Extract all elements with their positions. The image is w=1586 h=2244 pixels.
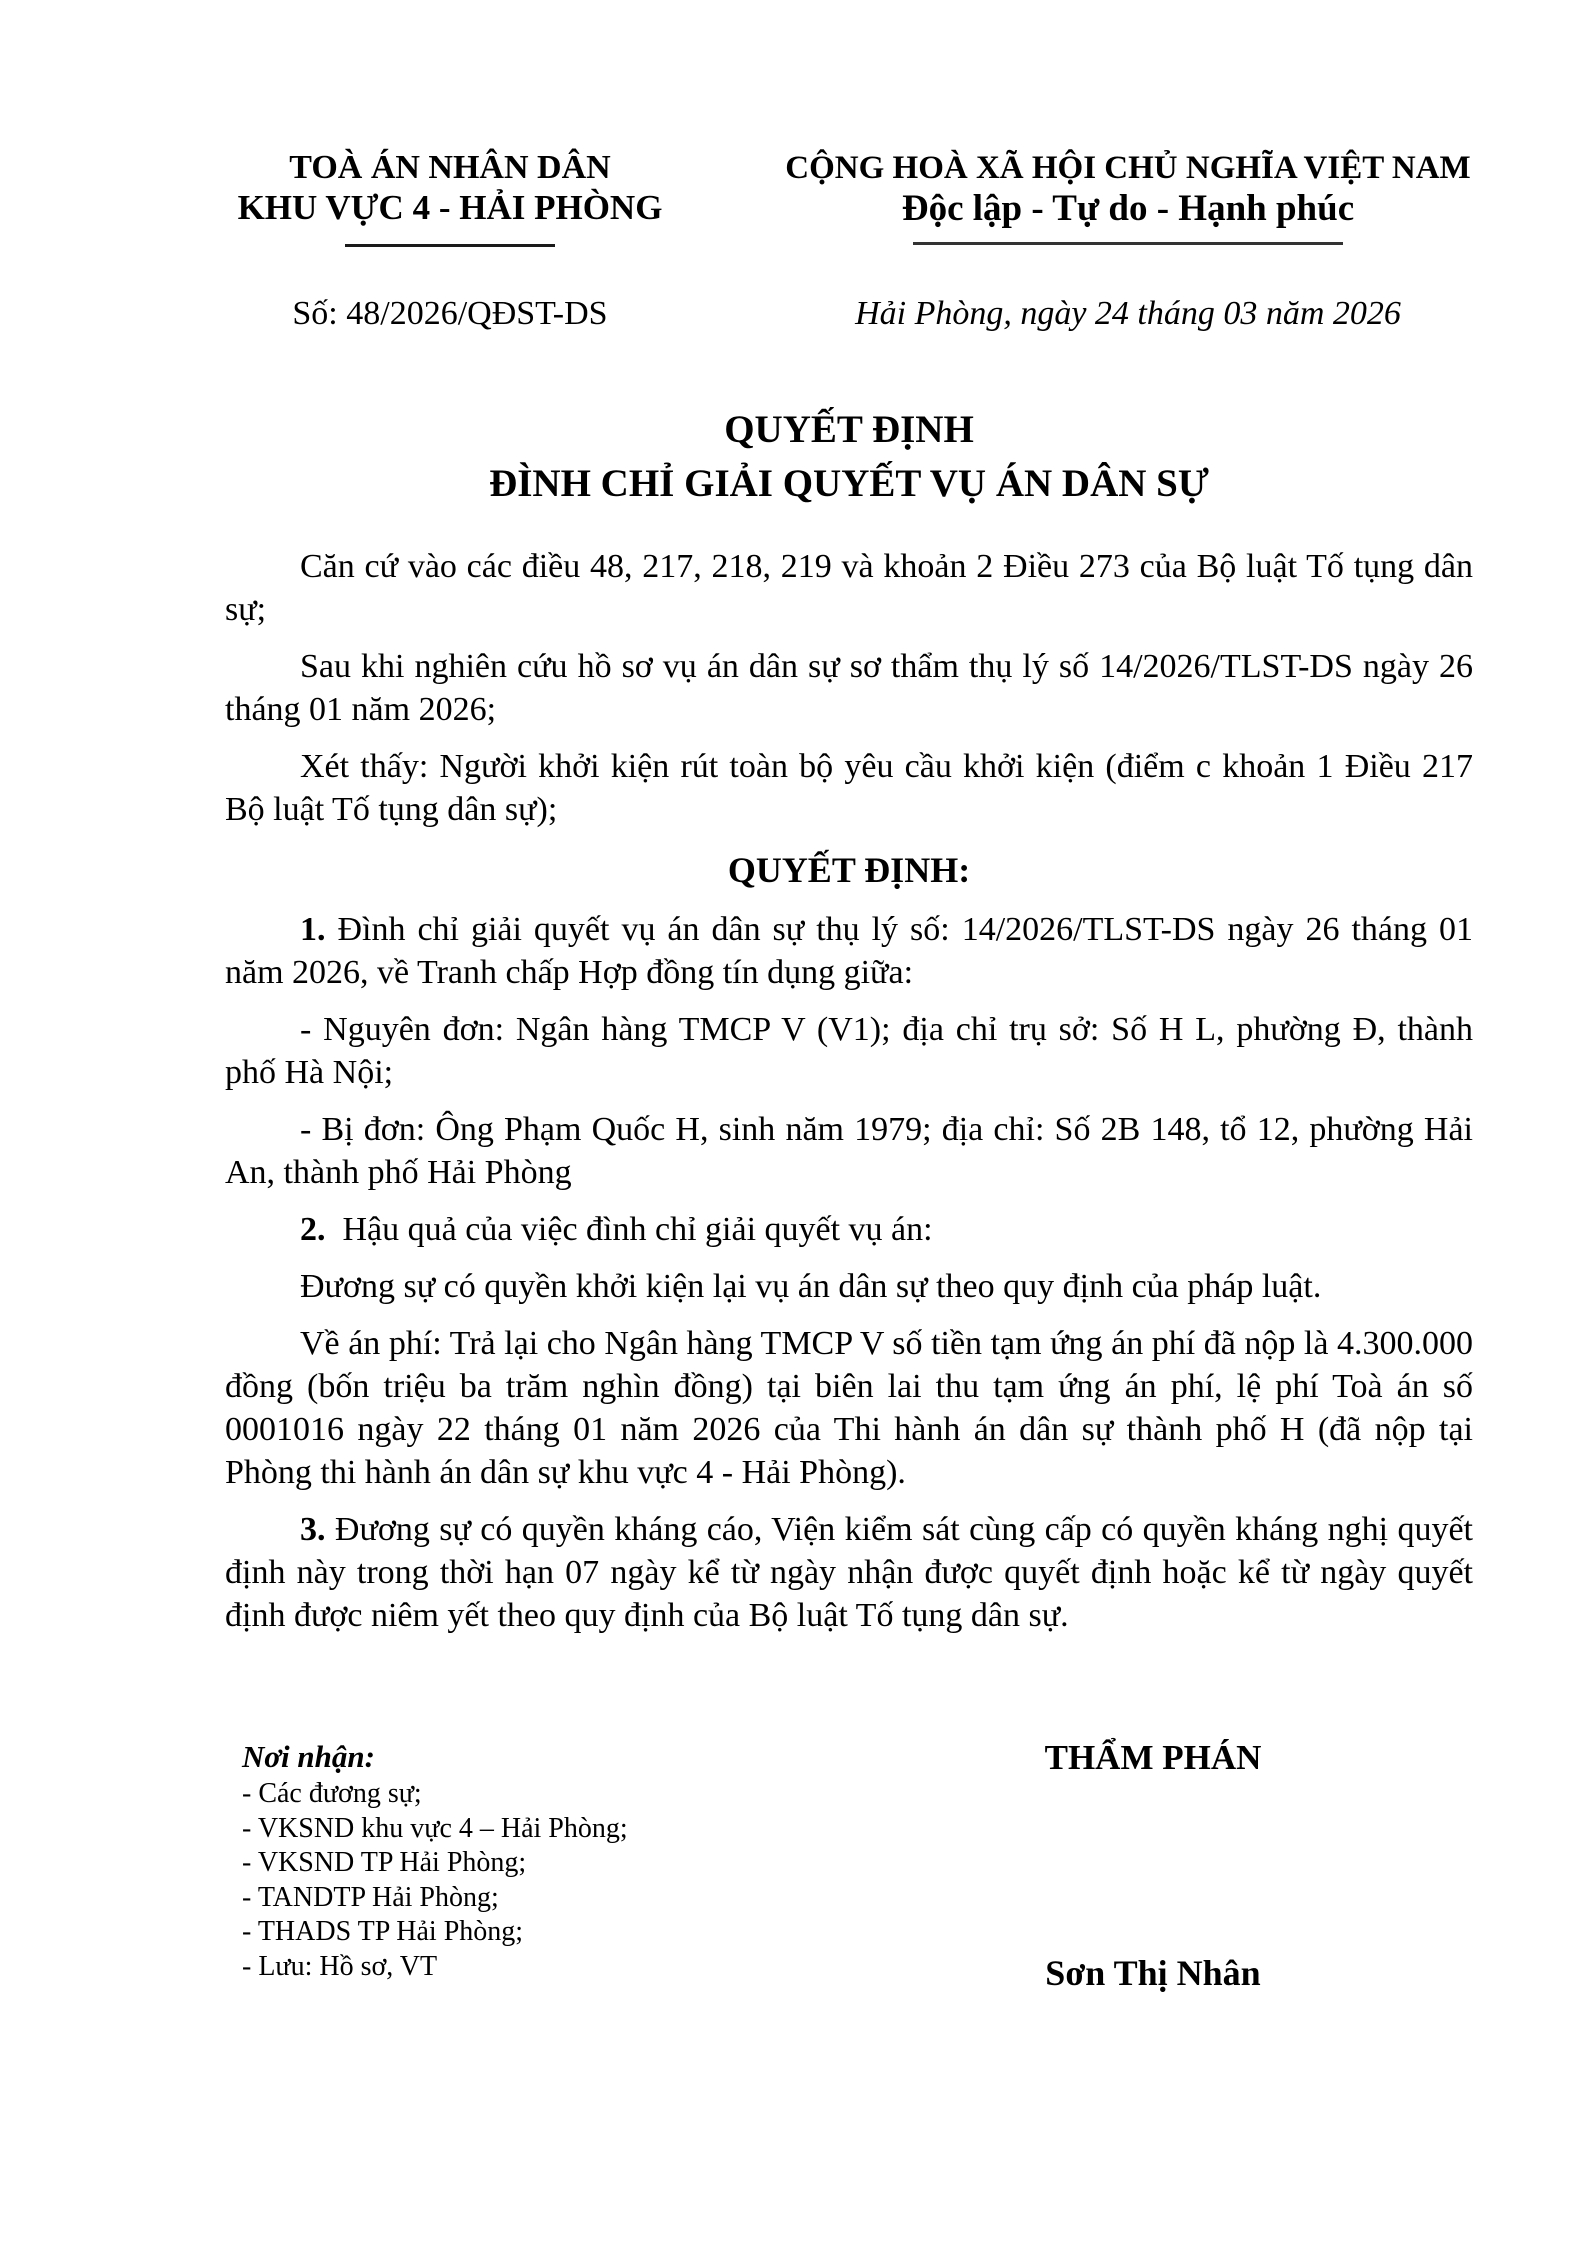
paragraph: Về án phí: Trả lại cho Ngân hàng TMCP V số tiền tạm ứng án phí đã nộp là 4.300.000 đồng (bốn triệu ba trăm nghìn đồng) tại biên lai thu tạm ứng án phí, lệ phí Toà án số 0001016 ngày 22 tháng 01 năm 2026 của Thi hành án dân sự thành phố H (đã nộp tại Phòng thi hành án dân sự khu vực 4 - Hải Phòng). — [225, 1325, 1473, 1491]
document-title — [225, 403, 1473, 511]
national-motto: Độc lập - Tự do - Hạnh phúc — [901, 188, 1355, 229]
court-block-underline — [345, 244, 555, 247]
document-content — [225, 148, 1473, 1995]
paragraph-number: 1. — [300, 911, 326, 948]
paragraph: Xét thấy: Người khởi kiện rút toàn bộ yêu cầu khởi kiện (điểm c khoản 1 Điều 217 Bộ luật Tố tụng dân sự); — [225, 748, 1473, 828]
body — [225, 545, 1473, 1637]
issuing-court-block — [225, 148, 675, 247]
paragraph: Sau khi nghiên cứu hồ sơ vụ án dân sự sơ thẩm thụ lý số 14/2026/TLST-DS ngày 26 tháng 01 năm 2026; — [225, 648, 1473, 728]
motto-underline — [913, 242, 1343, 245]
paragraph-number: 3. — [300, 1511, 326, 1548]
place-and-date: Hải Phòng, ngày 24 tháng 03 năm 2026 — [855, 295, 1401, 332]
recipients-list — [242, 1777, 833, 1984]
paragraph: 1. Đình chỉ giải quyết vụ án dân sự thụ lý số: 14/2026/TLST-DS ngày 26 tháng 01 năm 2026, về Tranh chấp Hợp đồng tín dụng giữa: — [225, 911, 1473, 991]
paragraph: Căn cứ vào các điều 48, 217, 218, 219 và khoản 2 Điều 273 của Bộ luật Tố tụng dân sự; — [225, 548, 1473, 628]
signer-role: THẨM PHÁN — [1044, 1738, 1262, 1777]
paragraph: - Bị đơn: Ông Phạm Quốc H, sinh năm 1979; địa chỉ: Số 2B 148, tổ 12, phường Hải An, thành phố Hải Phòng — [225, 1111, 1473, 1191]
document-footer — [225, 1737, 1473, 1995]
recipient-item: - VKSND TP Hải Phòng; — [242, 1847, 527, 1878]
paragraph: - Nguyên đơn: Ngân hàng TMCP V (V1); địa chỉ trụ sở: Số H L, phường Đ, thành phố Hà Nội; — [225, 1011, 1473, 1091]
signer-name: Sơn Thị Nhân — [1045, 1953, 1261, 1993]
national-title: CỘNG HOÀ XÃ HỘI CHỦ NGHĨA VIỆT NAM — [785, 150, 1471, 186]
document-title-line2: ĐÌNH CHỈ GIẢI QUYẾT VỤ ÁN DÂN SỰ — [489, 462, 1209, 505]
document-number: Số: 48/2026/QĐST-DS — [292, 295, 608, 332]
recipient-item: - TANDTP Hải Phòng; — [242, 1881, 499, 1913]
national-motto-block — [783, 148, 1473, 245]
recipient-item: - VKSND khu vực 4 – Hải Phòng; — [242, 1812, 628, 1844]
recipient-item: - Các đương sự; — [242, 1778, 422, 1809]
recipients-block — [242, 1737, 833, 1984]
recipient-item: - Lưu: Hồ sơ, VT — [242, 1950, 438, 1982]
recipient-item: - THADS TP Hải Phòng; — [242, 1916, 524, 1947]
paragraph: Đương sự có quyền khởi kiện lại vụ án dân sự theo quy định của pháp luật. — [300, 1268, 1322, 1305]
paragraph: 2. Hậu quả của việc đình chỉ giải quyết vụ án: — [300, 1211, 933, 1248]
section-heading: QUYẾT ĐỊNH: — [727, 850, 971, 890]
recipients-label: Nơi nhận: — [242, 1739, 375, 1774]
doc-meta-row — [225, 293, 1473, 335]
paragraph: 3. Đương sự có quyền kháng cáo, Viện kiểm sát cùng cấp có quyền kháng nghị quyết định này trong thời hạn 07 ngày kể từ ngày nhận được quyết định hoặc kể từ ngày quyết định được niêm yết theo quy định của Bộ luật Tố tụng dân sự. — [225, 1511, 1473, 1634]
court-name: TOÀ ÁN NHÂN DÂN — [289, 149, 611, 186]
signature-space — [833, 1779, 1473, 1951]
signature-block — [833, 1737, 1473, 1995]
document-header — [225, 148, 1473, 247]
court-region: KHU VỰC 4 - HẢI PHÒNG — [237, 188, 663, 227]
document-title-line1: QUYẾT ĐỊNH — [724, 408, 974, 451]
paragraph-number: 2. — [300, 1211, 326, 1248]
